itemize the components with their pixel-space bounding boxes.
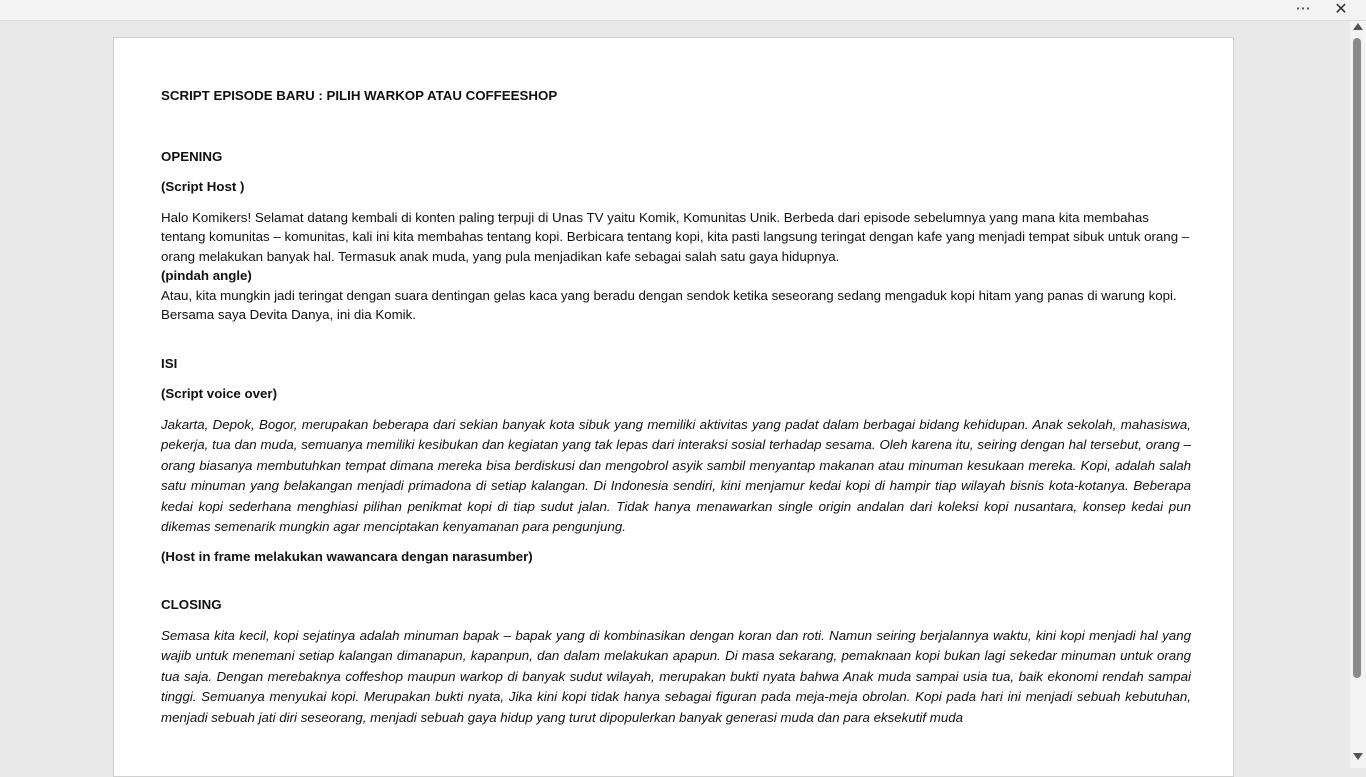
title-bar — [0, 0, 1366, 21]
document-title: SCRIPT EPISODE BARU : PILIH WARKOP ATAU COFFEESHOP — [161, 88, 558, 103]
isi-paragraph: Jakarta, Depok, Bogor, merupakan beberapa dari sekian banyak kota sibuk yang memiliki aktivitas yang padat dalam berbagai bidang kehidupan. Anak sekolah, mahasiswa, pekerja, tua dan muda, semuanya memiliki kesibukan dan kegiatan yang tak lepas dari interaksi sosial terhadap sesama. Oleh karena itu, seiring dengan hal tersebut, orang – orang biasanya membutuhkan tempat dimana mereka bisa berdiskusi dan mengobrol asyik sambil menyantap makanan atau minuman kesukaan mereka. Kopi, adalah salah satu minuman yang belakangan menjadi primadona di setiap kalangan. Di Indonesia sendiri, kini menjamur kedai kopi di hampir tiap wilayah bisnis kota-kotanya. Beberapa kedai kopi sederhana menghiasi pilihan penikmat kopi di tiap sudut jalan. Tidak hanya menawarkan single origin andalan dari koleksi kopi nusantara, konsep kedai pun dikemas semenarik mungkin agar menciptakan kenyamanan para pengunjung. — [161, 416, 1191, 534]
closing-heading: CLOSING — [161, 597, 222, 612]
vertical-scrollbar[interactable] — [1350, 21, 1366, 768]
angle-paragraph: Atau, kita mungkin jadi teringat dengan suara dentingan gelas kaca yang beradu dengan sendok ketika seseorang sedang mengaduk kopi hitam yang panas di warung kopi. Bersama saya Devita Danya, ini dia Komik. — [161, 287, 1177, 322]
host-frame-note: (Host in frame melakukan wawancara dengan narasumber) — [161, 548, 533, 564]
document-body[interactable] — [161, 86, 1191, 728]
scroll-up-arrow-icon[interactable] — [1353, 23, 1363, 30]
close-icon[interactable]: ✕ — [1334, 1, 1348, 18]
closing-paragraph: Semasa kita kecil, kopi sejatinya adalah minuman bapak – bapak yang di kombinasikan dengan koran dan roti. Namun seiring berjalannya waktu, kini kopi menjadi hal yang wajib untuk menemani setiap kalangan dimanapun, kapanpun, dan dalam melakukan apapun. Di masa sekarang, pemaknaan kopi bukan lagi sekedar minuman untuk orang tua saja. Dengan merebaknya coffeshop maupun warkop di banyak sudut wilayah, merupakan bukti nyata bahwa Anak muda sampai usia tua, baik ekonomi rendah sampai tinggi. Semuanya menyukai kopi. Merupakan bukti nyata, Jika kini kopi tidak hanya sebagai figuran pada meja-meja obrolan. Kopi pada hari ini menjadi sebuah kebutuhan, menjadi sebuah jati diri seseorang, menjadi sebuah gaya hidup yang turut dipopulerkan banyak generasi muda dan para eksekutif muda — [161, 627, 1191, 725]
scrollbar-thumb[interactable] — [1353, 38, 1361, 678]
angle-label: (pindah angle) — [161, 268, 252, 283]
opening-paragraph: Halo Komikers! Selamat datang kembali di konten paling terpuji di Unas TV yaitu Komik, Komunitas Unik. Berbeda dari episode sebelumnya yang mana kita membahas tentang komunitas – komunitas, kali ini kita membahas tentang kopi. Berbicara tentang kopi, kita pasti langsung teringat dengan kafe yang menjadi tempat sibuk untuk orang – orang melakukan banyak hal. Termasuk anak muda, yang pula menjadikan kafe sebagai salah satu gaya hidupnya. — [161, 209, 1190, 264]
opening-heading: OPENING — [161, 148, 223, 164]
isi-heading: ISI — [161, 355, 178, 371]
isi-subheading: (Script voice over) — [161, 386, 278, 401]
opening-subheading: (Script Host ) — [161, 179, 245, 194]
document-page[interactable] — [113, 37, 1234, 777]
scroll-down-arrow-icon[interactable] — [1353, 753, 1363, 760]
more-options-icon[interactable]: ⋯ — [1295, 0, 1311, 17]
